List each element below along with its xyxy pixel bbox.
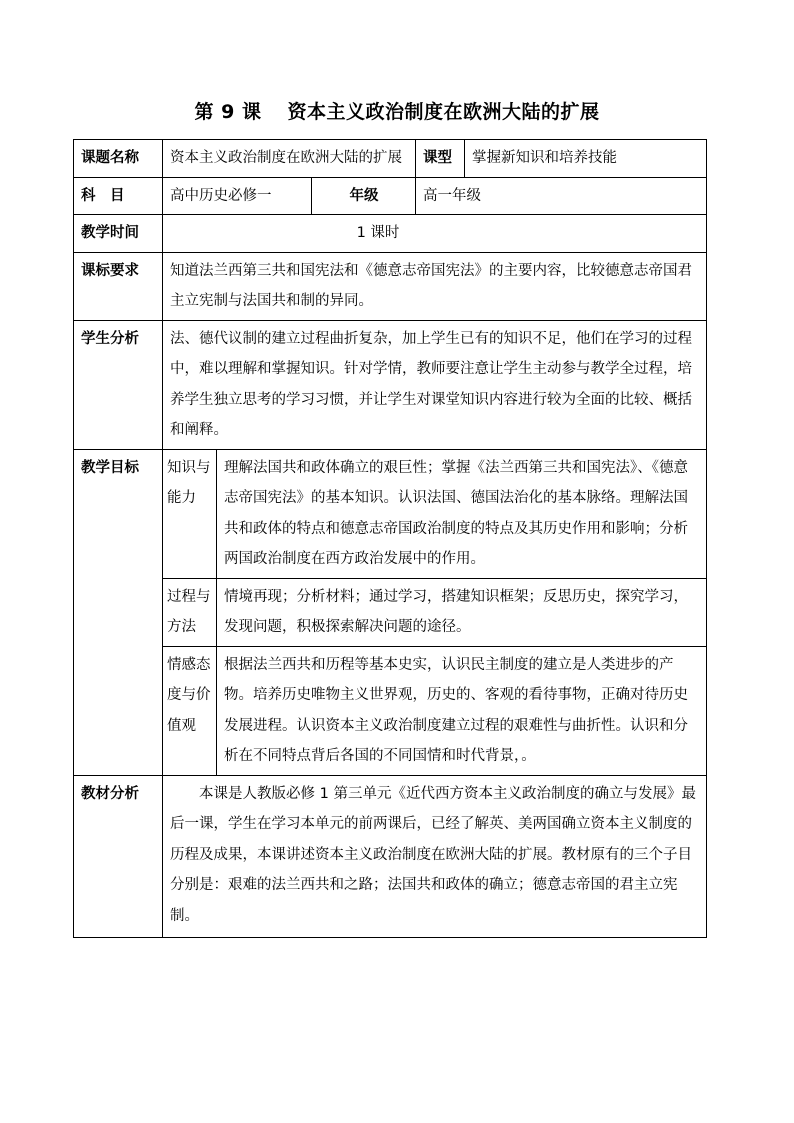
subject-value: 高中历史必修一 [163, 177, 312, 215]
goals-emotion-row [74, 646, 707, 775]
lesson-name: 资本主义政治制度在欧洲大陆的扩展 [287, 101, 600, 123]
goals-label: 教学目标 [74, 449, 163, 775]
goals-process-row [74, 578, 707, 646]
student-value: 法、德代议制的建立过程曲折复杂，加上学生已有的知识不足，他们在学习的过程中，难以理解和掌握知识。针对学情，教师要注意让学生主动参与教学全过程，培养学生独立思考的学习习惯，并让学生对课堂知识内容进行较为全面的比较、概括和阐释。 [163, 320, 707, 449]
process-label: 过程与方法 [163, 578, 217, 646]
grade-value: 高一年级 [416, 177, 707, 215]
standard-row [74, 252, 707, 320]
topic-label: 课题名称 [74, 140, 163, 178]
subject-label: 科 目 [74, 177, 163, 215]
process-value: 情境再现；分析材料；通过学习，搭建知识框架；反思历史，探究学习，发现问题，积极探索解决问题的途径。 [217, 578, 707, 646]
goals-knowledge-row [74, 449, 707, 578]
student-label: 学生分析 [74, 320, 163, 449]
topic-row [74, 140, 707, 178]
emotion-value: 根据法兰西共和历程等基本史实，认识民主制度的建立是人类进步的产物。培养历史唯物主义世界观，历史的、客观的看待事物，正确对待历史发展进程。认识资本主义政治制度建立过程的艰难性与曲折性。认识和分析在不同特点背后各国的不同国情和时代背景，。 [217, 646, 707, 775]
type-label: 课型 [416, 140, 465, 178]
subject-row [74, 177, 707, 215]
knowledge-value: 理解法国共和政体确立的艰巨性；掌握《法兰西第三共和国宪法》、《德意志帝国宪法》的基本知识。认识法国、德国法治化的基本脉络。理解法国共和政体的特点和德意志帝国政治制度的特点及其历史作用和影响；分析两国政治制度在西方政治发展中的作用。 [217, 449, 707, 578]
time-value: 1 课时 [163, 215, 707, 253]
textbook-row [74, 775, 707, 938]
standard-value: 知道法兰西第三共和国宪法和《德意志帝国宪法》的主要内容，比较德意志帝国君主立宪制与法国共和制的异同。 [163, 252, 707, 320]
lesson-number: 第 9 课 [194, 101, 262, 123]
grade-label: 年级 [312, 177, 416, 215]
textbook-value: 本课是人教版必修 1 第三单元《近代西方资本主义政治制度的确立与发展》最后一课，学生在学习本单元的前两课后，已经了解英、美两国确立资本主义制度的历程及成果，本课讲述资本主义政治制度在欧洲大陆的扩展。教材原有的三个子目分别是：艰难的法兰西共和之路；法国共和政体的确立；德意志帝国的君主立宪制。 [163, 775, 707, 938]
textbook-label: 教材分析 [74, 775, 163, 938]
student-row [74, 320, 707, 449]
knowledge-label: 知识与能力 [163, 449, 217, 578]
page-title [0, 97, 794, 124]
lesson-plan-table [73, 139, 707, 938]
time-row [74, 215, 707, 253]
type-value: 掌握新知识和培养技能 [465, 140, 707, 178]
topic-value: 资本主义政治制度在欧洲大陆的扩展 [163, 140, 416, 178]
time-label: 教学时间 [74, 215, 163, 253]
standard-label: 课标要求 [74, 252, 163, 320]
emotion-label: 情感态度与价值观 [163, 646, 217, 775]
